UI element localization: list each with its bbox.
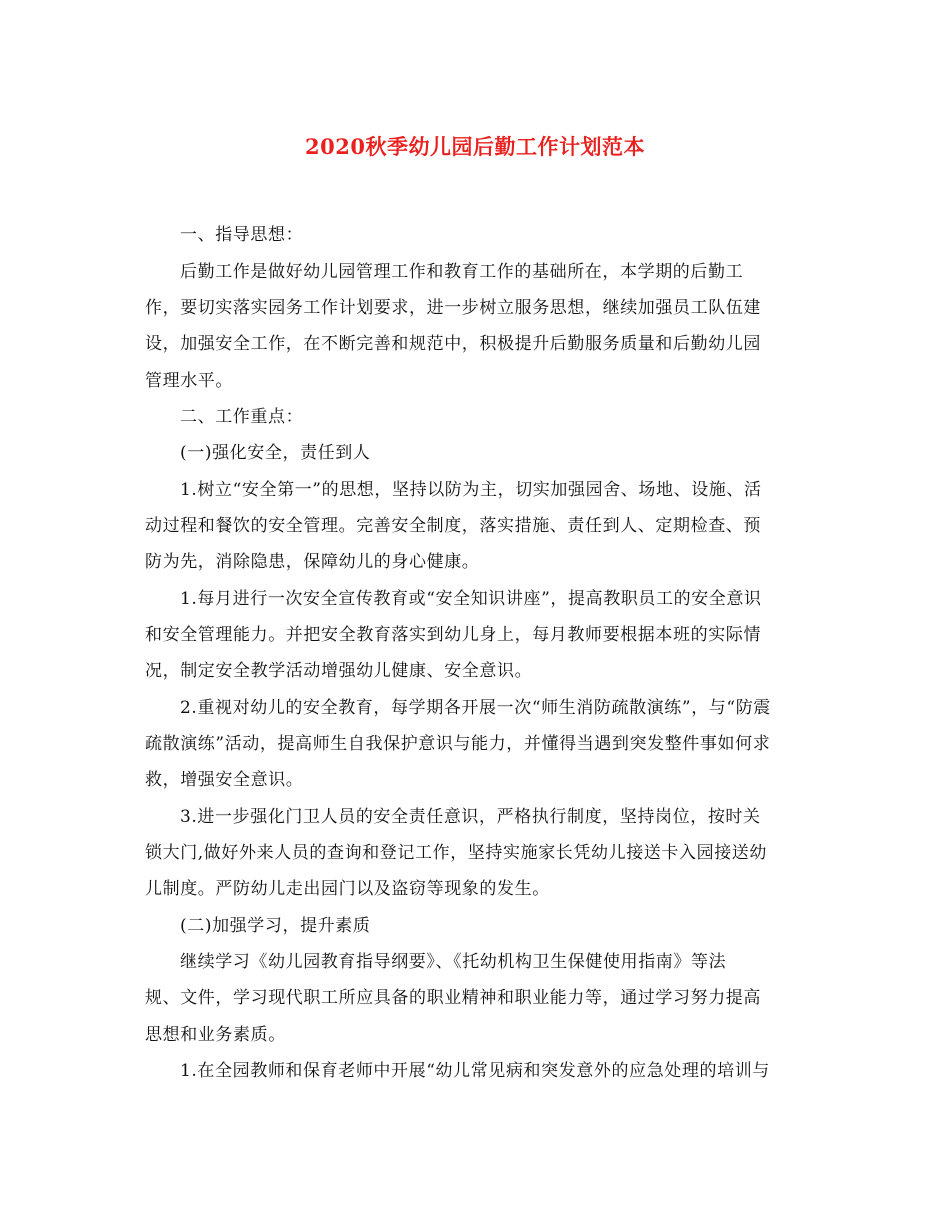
text-line: 疏散演练”活动，提高师生自我保护意识与能力，并懂得当遇到突发整件事如何求	[145, 734, 771, 754]
text-line: 2.重视对幼儿的安全教育，每学期各开展一次“师生消防疏散演练”，与“防震	[180, 698, 771, 718]
text-line: 继续学习《幼儿园教育指导纲要》、《托幼机构卫生保健使用指南》等法	[180, 952, 727, 972]
text-line: 设，加强安全工作，在不断完善和规范中，积极提升后勤服务质量和后勤幼儿园	[145, 334, 761, 354]
document-title: 2020秋季幼儿园后勤工作计划范本	[305, 134, 645, 159]
text-line: 救，增强安全意识。	[145, 770, 304, 790]
text-line-heading-2: 二、工作重点：	[180, 407, 304, 427]
text-line: 作，要切实落实园务工作计划要求，进一步树立服务思想，继续加强员工队伍建	[145, 298, 761, 318]
text-line-heading-1: 一、指导思想：	[180, 225, 304, 245]
text-line: 防为先，消除隐患，保障幼儿的身心健康。	[145, 552, 480, 572]
text-line: 管理水平。	[145, 371, 233, 391]
text-line: 和安全管理能力。并把安全教育落实到幼儿身上，每月教师要根据本班的实际情	[145, 625, 761, 645]
text-line: 锁大门,做好外来人员的查询和登记工作，坚持实施家长凭幼儿接送卡入园接送幼	[145, 843, 768, 863]
text-line: 1.每月进行一次安全宣传教育或“安全知识讲座”，提高教职员工的安全意识	[180, 589, 762, 609]
text-line: 1.树立“安全第一”的思想，坚持以防为主，切实加强园舍、场地、设施、活	[180, 480, 762, 500]
text-line-subheading-1: (一)强化安全，责任到人	[180, 443, 371, 463]
text-line: 儿制度。严防幼儿走出园门以及盗窃等现象的发生。	[145, 879, 550, 899]
text-line: 况，制定安全教学活动增强幼儿健康、安全意识。	[145, 661, 533, 681]
text-line: 思想和业务素质。	[145, 1025, 286, 1045]
text-line: 后勤工作是做好幼儿园管理工作和教育工作的基础所在，本学期的后勤工	[180, 262, 744, 282]
text-line: 动过程和餐饮的安全管理。完善安全制度，落实措施、责任到人、定期检查、预	[145, 516, 761, 536]
text-line-subheading-2: (二)加强学习，提升素质	[180, 916, 371, 936]
text-line: 3.进一步强化门卫人员的安全责任意识，严格执行制度，坚持岗位，按时关	[180, 807, 761, 827]
text-line: 1.在全园教师和保育老师中开展“幼儿常见病和突发意外的应急处理的培训与	[180, 1061, 770, 1081]
text-line: 规、文件，学习现代职工所应具备的职业精神和职业能力等，通过学习努力提高	[145, 988, 761, 1008]
